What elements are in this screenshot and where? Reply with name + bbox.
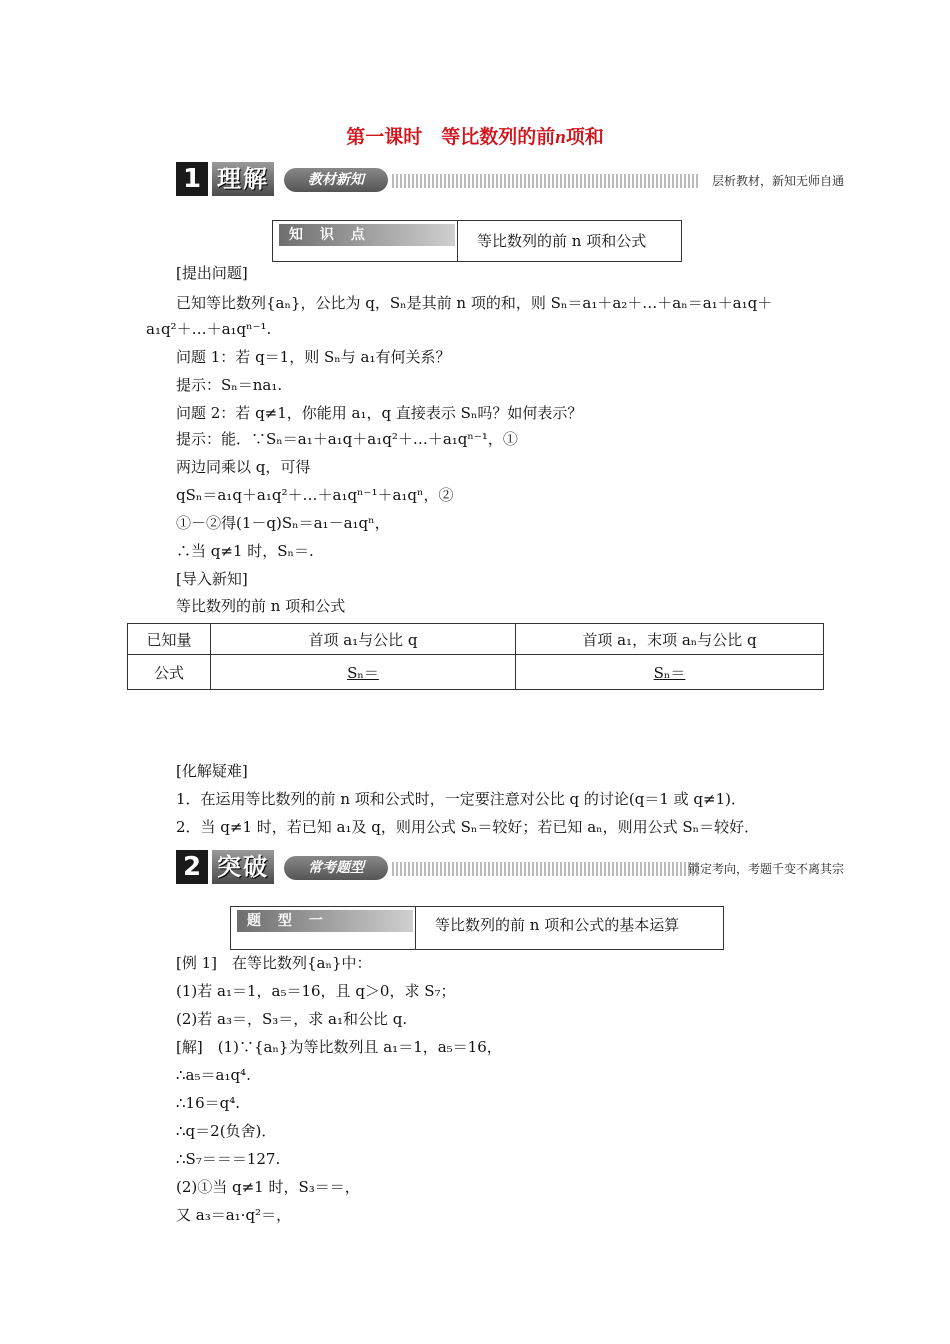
solution-line: ∴16＝q⁴.	[176, 1094, 241, 1112]
table-row	[128, 624, 824, 655]
title-tail: 项和	[565, 126, 604, 148]
title-text: 第一课时 等比数列的前	[346, 126, 556, 148]
solution-line: [解] (1)∵{aₙ}为等比数列且 a₁＝1，a₅＝16，	[176, 1038, 502, 1056]
formula-blank: Sₙ＝	[653, 663, 686, 682]
page-title	[0, 122, 950, 149]
section-number: 2	[176, 850, 208, 884]
derive-line-2: qSₙ＝a₁q＋a₁q²＋…＋a₁qⁿ⁻¹＋a₁qⁿ，②	[176, 486, 454, 504]
table-cell	[516, 655, 824, 690]
section-raise: [提出问题]	[176, 264, 248, 282]
section-banner-1	[176, 162, 848, 198]
section-new: [导入新知]	[176, 570, 248, 588]
hint-1: 提示：Sₙ＝na₁.	[176, 376, 283, 394]
table-cell: 已知量	[128, 624, 211, 655]
derive-line-3: ①－②得(1－q)Sₙ＝a₁－a₁qⁿ，	[176, 514, 390, 532]
table-cell: 公式	[128, 655, 211, 690]
divider	[415, 907, 416, 949]
solution-line: ∴q＝2(负舍)．	[176, 1122, 277, 1140]
formula-blank: Sₙ＝	[347, 663, 379, 682]
example-title: [例 1] 在等比数列{aₙ}中：	[176, 954, 372, 972]
knowledge-text: 等比数列的前 n 项和公式	[477, 232, 647, 250]
formula-caption: 等比数列的前 n 项和公式	[176, 597, 346, 615]
section-heading: 理解	[212, 162, 274, 196]
difficulty-1: 1．在运用等比数列的前 n 项和公式时，一定要注意对公比 q 的讨论(q＝1 或 q≠1)．	[176, 790, 746, 808]
section-number: 1	[176, 162, 208, 196]
difficulty-2: 2．当 q≠1 时，若已知 a₁及 q，则用公式 Sₙ＝较好；若已知 aₙ，则用公式 Sₙ＝较好．	[176, 818, 760, 836]
banner-stripes	[392, 174, 698, 188]
section-tag: 教材新知	[284, 168, 388, 192]
intro-line-2: a₁q²＋…＋a₁qⁿ⁻¹.	[146, 320, 272, 338]
section-slogan: 锁定考向，考题千变不离其宗	[687, 862, 844, 876]
solution-line: ∴a₅＝a₁q⁴.	[176, 1066, 251, 1084]
example-part-2: (2)若 a₃＝，S₃＝，求 a₁和公比 q.	[176, 1010, 408, 1028]
table-cell	[211, 655, 516, 690]
question-type-text: 等比数列的前 n 项和公式的基本运算	[435, 916, 680, 934]
derive-line-1: 两边同乘以 q，可得	[176, 458, 311, 476]
solution-line: 又 a₃＝a₁·q²＝，	[176, 1206, 292, 1224]
section-heading: 突破	[212, 850, 274, 884]
banner-stripes	[392, 862, 698, 876]
table-cell: 首项 a₁，末项 aₙ与公比 q	[516, 624, 824, 655]
section-banner-2	[176, 850, 848, 886]
formula-table	[127, 623, 824, 690]
question-1: 问题 1：若 q＝1，则 Sₙ与 a₁有何关系？	[176, 348, 451, 366]
question-type-box	[230, 906, 724, 950]
section-slogan: 层析教材，新知无师自通	[711, 174, 844, 188]
divider	[457, 221, 458, 261]
table-row	[128, 655, 824, 690]
intro-line-1: 已知等比数列{aₙ}，公比为 q，Sₙ是其前 n 项的和，则 Sₙ＝a₁＋a₂＋…＋aₙ＝a₁＋a₁q＋	[176, 294, 773, 312]
solution-line: (2)①当 q≠1 时，S₃＝＝，	[176, 1178, 360, 1196]
solution-line: ∴S₇＝＝＝127.	[176, 1150, 281, 1168]
section-resolve: [化解疑难]	[176, 762, 248, 780]
question-type-label: 题 型 一	[237, 910, 413, 932]
knowledge-box	[272, 220, 682, 262]
hint-2: 提示：能．∵Sₙ＝a₁＋a₁q＋a₁q²＋…＋a₁qⁿ⁻¹，①	[176, 430, 518, 448]
knowledge-label: 知 识 点	[279, 224, 455, 246]
derive-line-4: ∴当 q≠1 时，Sₙ＝.	[176, 542, 314, 560]
section-tag: 常考题型	[284, 856, 388, 880]
example-part-1: (1)若 a₁＝1，a₅＝16，且 q＞0，求 S₇；	[176, 982, 456, 1000]
table-cell: 首项 a₁与公比 q	[211, 624, 516, 655]
title-var: n	[555, 127, 566, 148]
question-2: 问题 2：若 q≠1，你能用 a₁，q 直接表示 Sₙ吗？如何表示？	[176, 404, 583, 422]
